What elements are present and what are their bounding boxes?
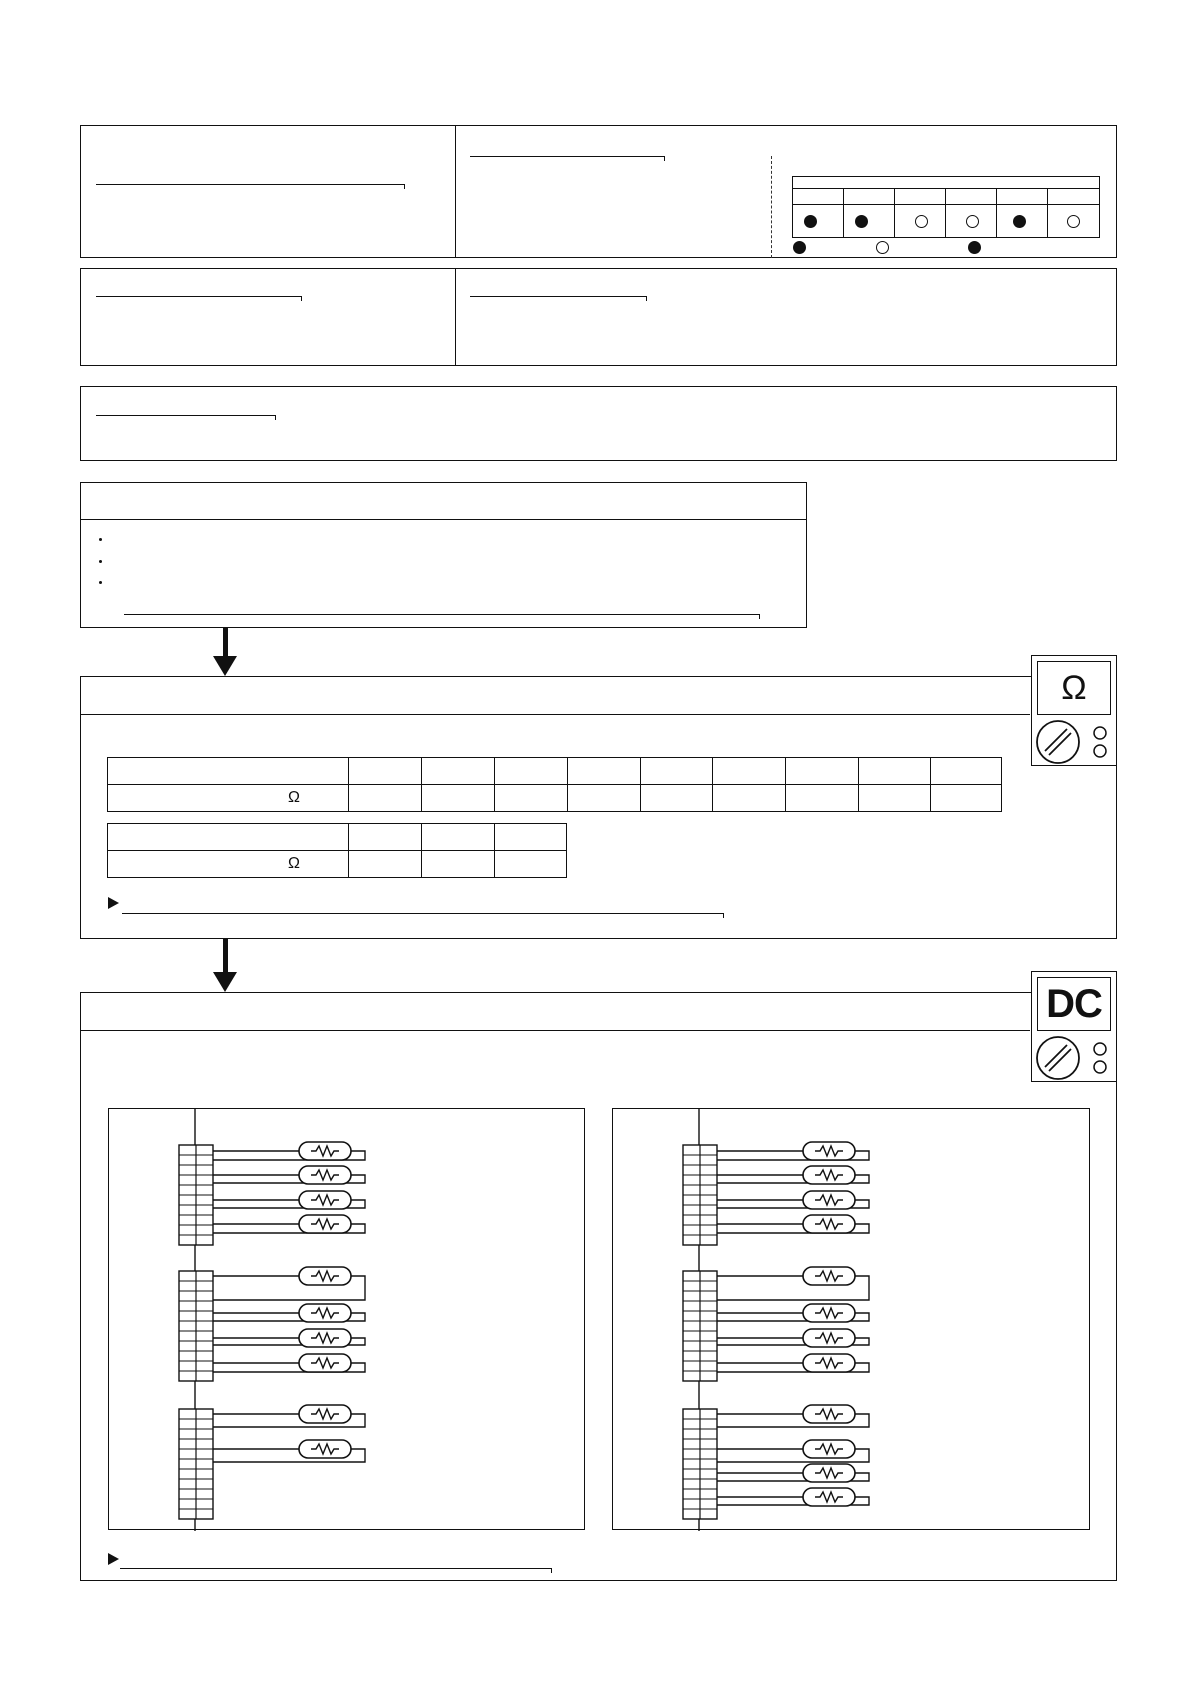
header-right-field-line xyxy=(470,156,664,157)
step-two-header-line xyxy=(80,714,1030,715)
pin-dot xyxy=(855,215,868,228)
header-left-field-line xyxy=(96,184,404,185)
resistance-unit-label: Ω xyxy=(108,851,349,878)
connector-block xyxy=(179,1409,213,1519)
step-three-field-line xyxy=(120,1568,551,1569)
dc-voltmeter-icon xyxy=(1031,971,1117,1082)
connector-block xyxy=(683,1271,717,1381)
resistance-unit-label: Ω xyxy=(108,785,349,812)
meter-dial-icon xyxy=(1034,1034,1114,1080)
play-triangle-icon xyxy=(108,1553,119,1565)
connector-block xyxy=(683,1409,717,1519)
pin-dot xyxy=(1013,215,1026,228)
resistor-icon xyxy=(299,1191,351,1209)
pin-table-row-line-2 xyxy=(792,204,1100,205)
play-triangle-icon xyxy=(108,897,119,909)
resistor-icon xyxy=(803,1329,855,1347)
header-divider xyxy=(455,125,456,258)
resistor-icon xyxy=(299,1304,351,1322)
wiring-diagram-right-svg xyxy=(613,1109,1091,1531)
legend-dot xyxy=(968,241,981,254)
step-one-field-line xyxy=(124,614,759,615)
step-one-box xyxy=(80,482,807,628)
resistor-icon xyxy=(803,1405,855,1423)
pin-table-col-line xyxy=(1047,188,1048,238)
dc-voltmeter-screen: DC xyxy=(1037,977,1111,1031)
resistor-icon xyxy=(803,1191,855,1209)
info-left-field-line xyxy=(96,296,301,297)
step-one-bullet xyxy=(99,538,102,541)
connector-block xyxy=(179,1145,213,1245)
flow-arrow-shaft xyxy=(223,628,228,658)
resistor-icon xyxy=(803,1166,855,1184)
step-three-header-line xyxy=(80,1030,1030,1031)
wiring-diagram-left-svg xyxy=(109,1109,586,1531)
note-box xyxy=(80,386,1117,461)
pin-table-row-line-1 xyxy=(792,188,1100,189)
pin-dot xyxy=(915,215,928,228)
header-dashed-divider xyxy=(771,156,772,258)
ohmmeter-icon xyxy=(1031,655,1117,766)
pin-dot xyxy=(1067,215,1080,228)
resistor-icon xyxy=(299,1166,351,1184)
pin-table-col-line xyxy=(945,188,946,238)
pin-table-col-line xyxy=(894,188,895,238)
resistor-icon xyxy=(299,1440,351,1458)
note-field-line xyxy=(96,415,275,416)
resistor-icon xyxy=(803,1488,855,1506)
flow-arrow-head xyxy=(213,656,237,676)
meter-dial-icon xyxy=(1034,718,1114,764)
info-divider xyxy=(455,268,456,366)
pin-dot xyxy=(804,215,817,228)
resistor-icon xyxy=(299,1405,351,1423)
resistance-table-b xyxy=(107,823,567,878)
flow-arrow-shaft xyxy=(223,939,228,975)
resistance-table-a xyxy=(107,757,1002,812)
step-one-bullet xyxy=(99,581,102,584)
step-one-header-line xyxy=(80,519,807,520)
resistor-icon xyxy=(299,1142,351,1160)
pin-table-col-line xyxy=(843,188,844,238)
connector-pin-table xyxy=(792,176,1100,238)
connector-block xyxy=(683,1145,717,1245)
resistor-icon xyxy=(299,1215,351,1233)
resistor-icon xyxy=(803,1354,855,1372)
resistor-icon xyxy=(299,1267,351,1285)
legend-dot xyxy=(876,241,889,254)
resistor-icon xyxy=(803,1464,855,1482)
resistor-icon xyxy=(299,1329,351,1347)
step-two-field-line xyxy=(122,913,723,914)
info-right-field-line xyxy=(470,296,646,297)
step-one-bullet xyxy=(99,560,102,563)
resistor-icon xyxy=(803,1440,855,1458)
resistor-icon xyxy=(299,1354,351,1372)
pin-dot xyxy=(966,215,979,228)
resistor-icon xyxy=(803,1215,855,1233)
wiring-diagram-left xyxy=(108,1108,585,1530)
flow-arrow-head xyxy=(213,972,237,992)
resistor-icon xyxy=(803,1142,855,1160)
legend-dot xyxy=(793,241,806,254)
pin-table-col-line xyxy=(996,188,997,238)
info-box xyxy=(80,268,1117,366)
resistor-icon xyxy=(803,1304,855,1322)
ohmmeter-screen: Ω xyxy=(1037,661,1111,715)
wiring-diagram-right xyxy=(612,1108,1090,1530)
connector-block xyxy=(179,1271,213,1381)
resistor-icon xyxy=(803,1267,855,1285)
